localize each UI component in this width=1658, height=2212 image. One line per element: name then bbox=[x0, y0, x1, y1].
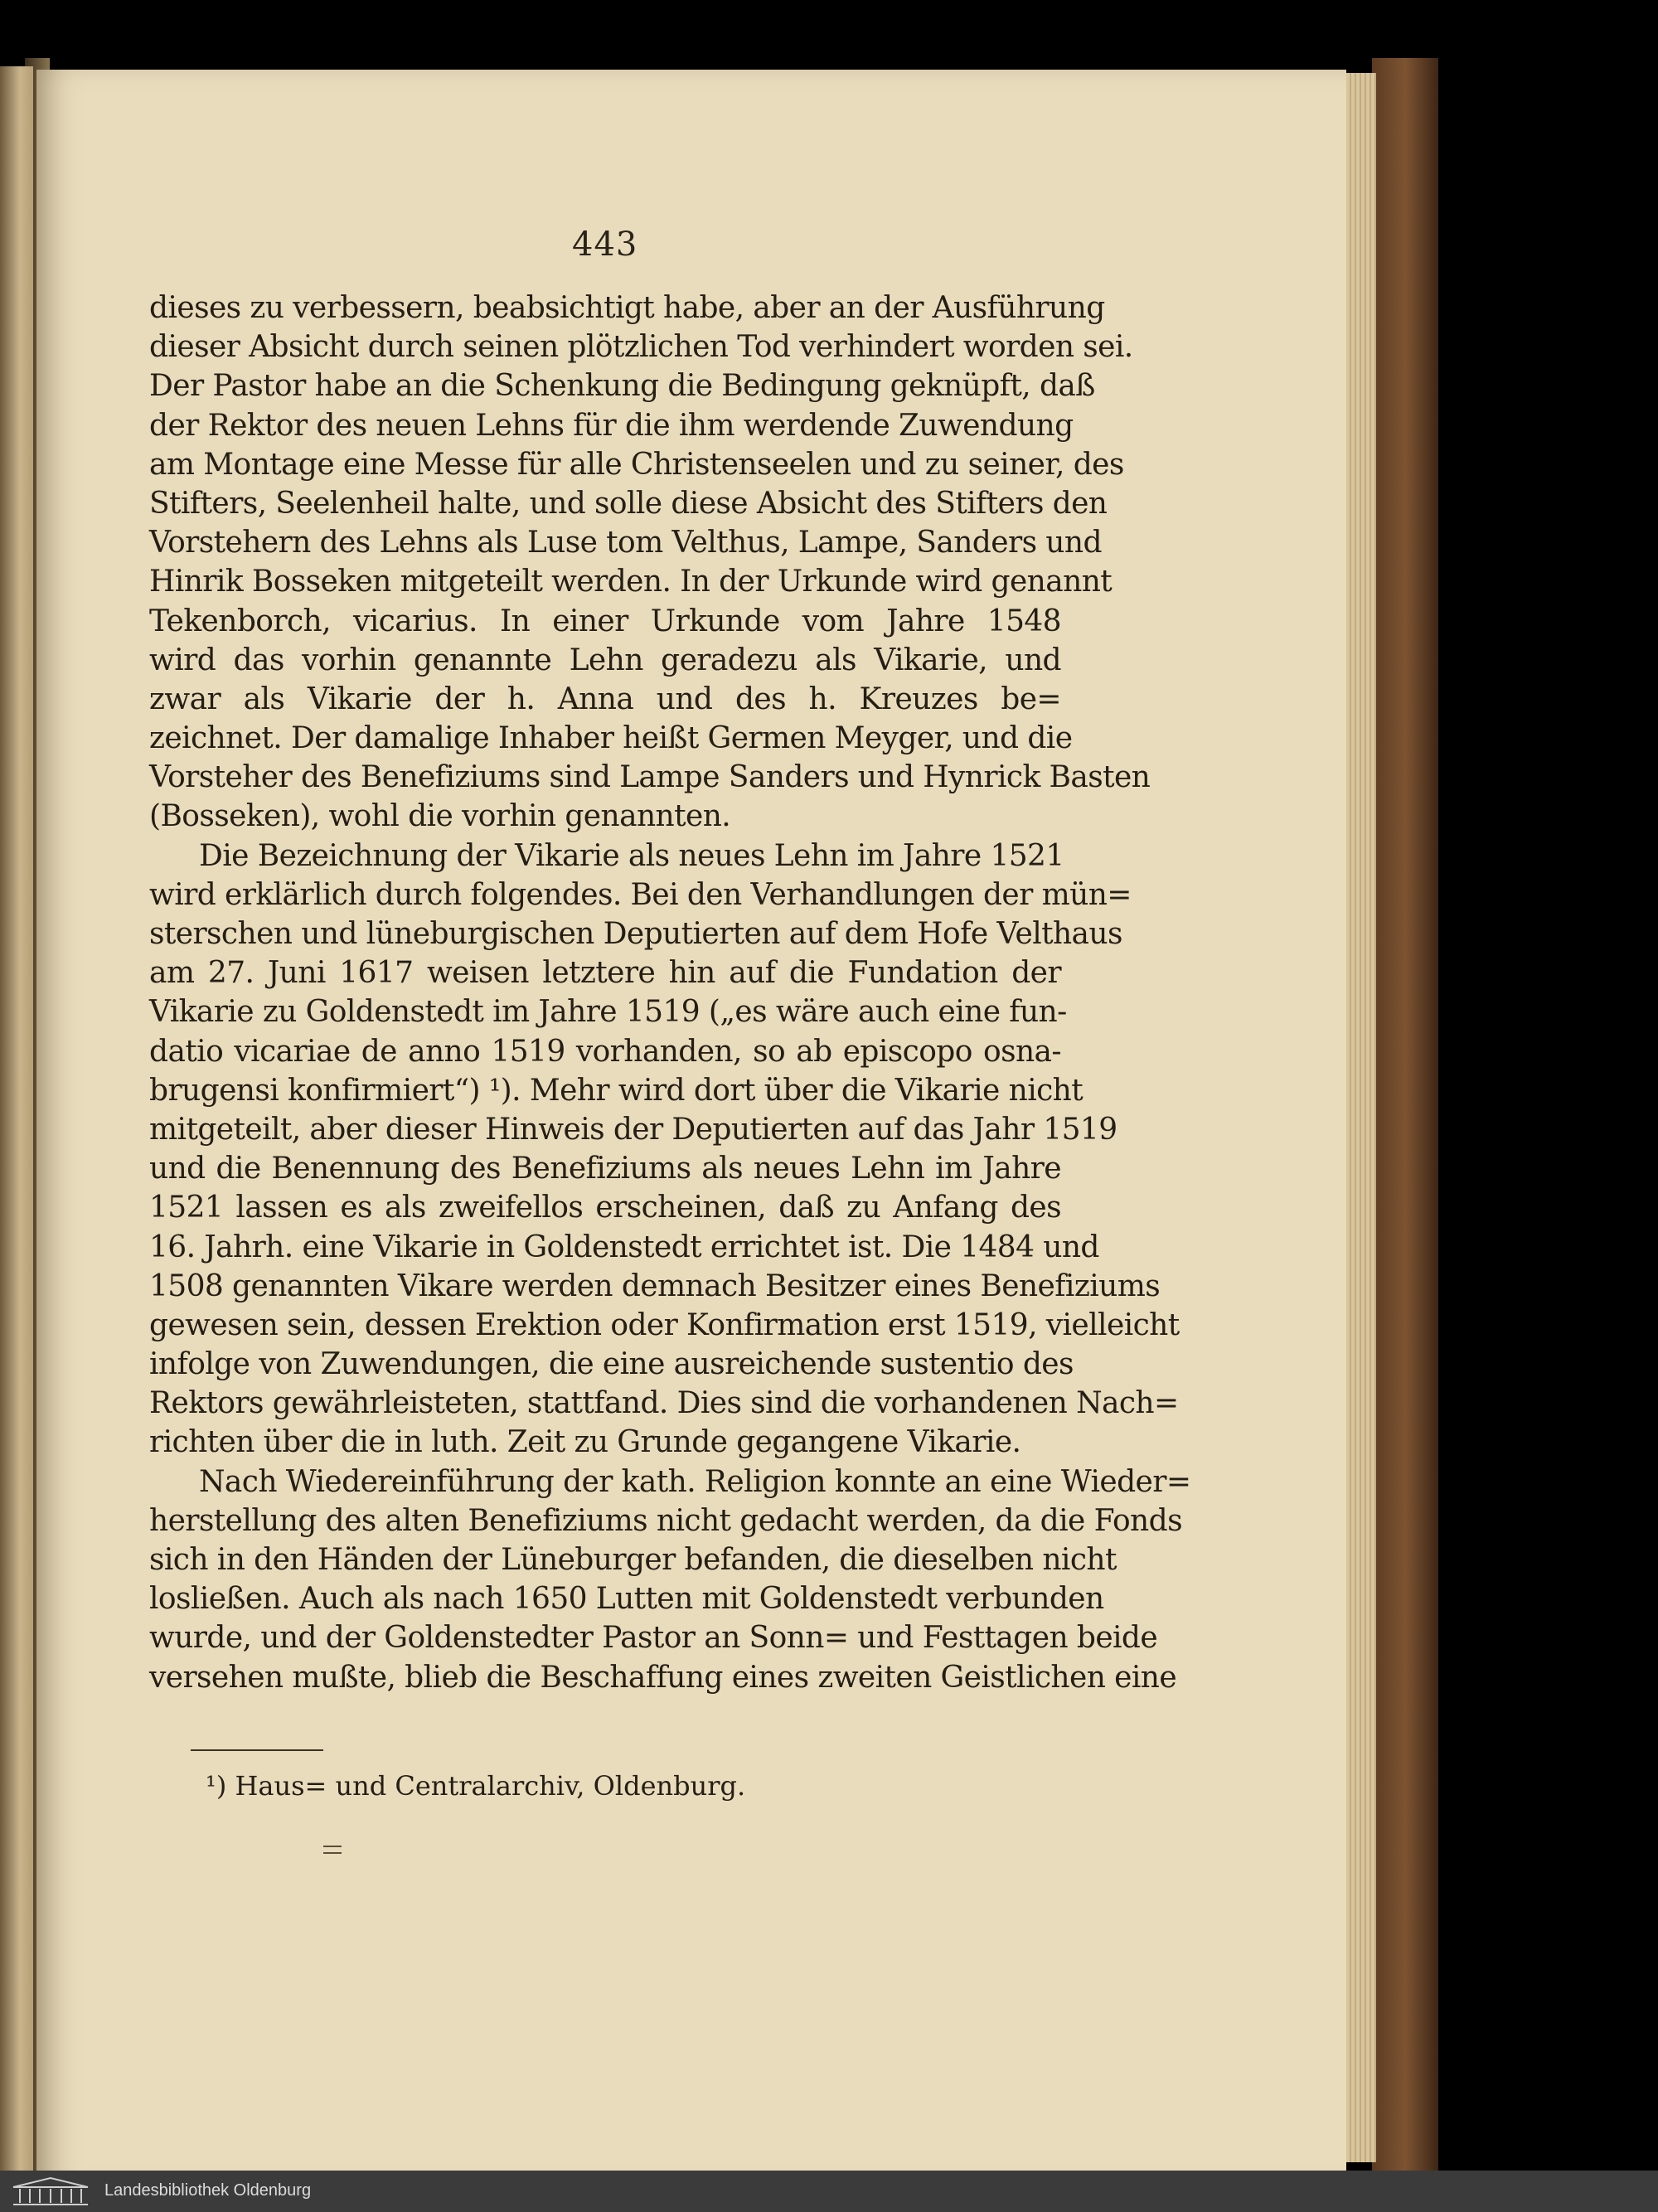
text-line: zwar als Vikarie der h. Anna und des h. Kreuzes be= bbox=[149, 682, 1061, 716]
text-line: 16. Jahrh. eine Vikarie in Goldenstedt errichtet ist. Die 1484 und bbox=[149, 1230, 1099, 1264]
text-line: Vorstehern des Lehns als Luse tom Velthus, Lampe, Sanders und bbox=[149, 526, 1102, 560]
text-line: am 27. Juni 1617 weisen letztere hin auf die Fundation der bbox=[149, 956, 1061, 991]
text-line: Die Bezeichnung der Vikarie als neues Lehn im Jahre 1521 bbox=[199, 838, 1064, 873]
text-line: sich in den Händen der Lüneburger befanden, die dieselben nicht bbox=[149, 1543, 1117, 1577]
text-line: wird erklärlich durch folgendes. Bei den Verhandlungen der mün= bbox=[149, 877, 1132, 912]
printer-mark bbox=[323, 1846, 342, 1854]
text-line: herstellung des alten Benefiziums nicht gedacht werden, da die Fonds bbox=[149, 1503, 1182, 1538]
text-line: Vikarie zu Goldenstedt im Jahre 1519 („es wäre auch eine fun- bbox=[149, 995, 1067, 1030]
text-line: infolge von Zuwendungen, die eine ausreichende sustentio des bbox=[149, 1347, 1074, 1382]
text-line: Der Pastor habe an die Schenkung die Bedingung geknüpft, daß bbox=[149, 369, 1095, 404]
text-line: 1521 lassen es als zweifellos erscheinen, daß zu Anfang des bbox=[149, 1191, 1061, 1225]
text-line: Stifters, Seelenheil halte, und solle diese Absicht des Stifters den bbox=[149, 486, 1108, 521]
text-line: wurde, und der Goldenstedter Pastor an Sonn= und Festtagen beide bbox=[149, 1621, 1158, 1656]
text-line: 1508 genannten Vikare werden demnach Besitzer eines Benefiziums bbox=[149, 1269, 1161, 1303]
text-line: sterschen und lüneburgischen Deputierten auf dem Hofe Velthaus bbox=[149, 917, 1122, 951]
left-page-edge bbox=[0, 66, 33, 2189]
text-line: Nach Wiedereinführung der kath. Religion konnte an eine Wieder= bbox=[199, 1464, 1191, 1499]
page-number: 443 bbox=[572, 226, 638, 264]
text-line: Rektors gewährleisteten, stattfand. Dies sind die vorhandenen Nach= bbox=[149, 1386, 1179, 1421]
footnote: ¹) Haus= und Centralarchiv, Oldenburg. bbox=[206, 1770, 746, 1802]
text-line: losließen. Auch als nach 1650 Lutten mit Goldenstedt verbunden bbox=[149, 1582, 1104, 1617]
library-building-icon bbox=[10, 2176, 91, 2207]
book-cover-edge bbox=[1372, 58, 1438, 2187]
text-line: am Montage eine Messe für alle Christenseelen und zu seiner, des bbox=[149, 447, 1124, 482]
text-line: dieses zu verbessern, beabsichtigt habe, aber an der Ausführung bbox=[149, 291, 1105, 325]
text-line: datio vicariae de anno 1519 vorhanden, so ab episcopo osna- bbox=[149, 1034, 1061, 1069]
text-line: mitgeteilt, aber dieser Hinweis der Deputierten auf das Jahr 1519 bbox=[149, 1112, 1117, 1147]
text-line: der Rektor des neuen Lehns für die ihm werdende Zuwendung bbox=[149, 408, 1074, 443]
text-line: zeichnet. Der damalige Inhaber heißt Germen Meyger, und die bbox=[149, 721, 1073, 756]
text-line: Tekenborch, vicarius. In einer Urkunde vom Jahre 1548 bbox=[149, 604, 1061, 638]
text-line: gewesen sein, dessen Erektion oder Konfirmation erst 1519, vielleicht bbox=[149, 1307, 1180, 1342]
text-line: (Bosseken), wohl die vorhin genannten. bbox=[149, 799, 731, 834]
text-line: richten über die in luth. Zeit zu Grunde gegangene Vikarie. bbox=[149, 1425, 1021, 1460]
library-name: Landesbibliothek Oldenburg bbox=[104, 2181, 312, 2200]
text-line: Hinrik Bosseken mitgeteilt werden. In der Urkunde wird genannt bbox=[149, 565, 1113, 599]
body-text bbox=[149, 289, 1191, 1697]
text-line: wird das vorhin genannte Lehn geradezu als Vikarie, und bbox=[149, 643, 1061, 677]
footnote-divider bbox=[191, 1749, 323, 1751]
text-line: und die Benennung des Benefiziums als neues Lehn im Jahre bbox=[149, 1152, 1061, 1186]
text-line: dieser Absicht durch seinen plötzlichen Tod verhindert worden sei. bbox=[149, 330, 1133, 365]
text-line: versehen mußte, blieb die Beschaffung eines zweiten Geistlichen eine bbox=[149, 1660, 1177, 1695]
text-line: brugensi konfirmiert“) ¹). Mehr wird dort über die Vikarie nicht bbox=[149, 1073, 1084, 1108]
text-line: Vorsteher des Benefiziums sind Lampe Sanders und Hynrick Basten bbox=[149, 760, 1151, 795]
